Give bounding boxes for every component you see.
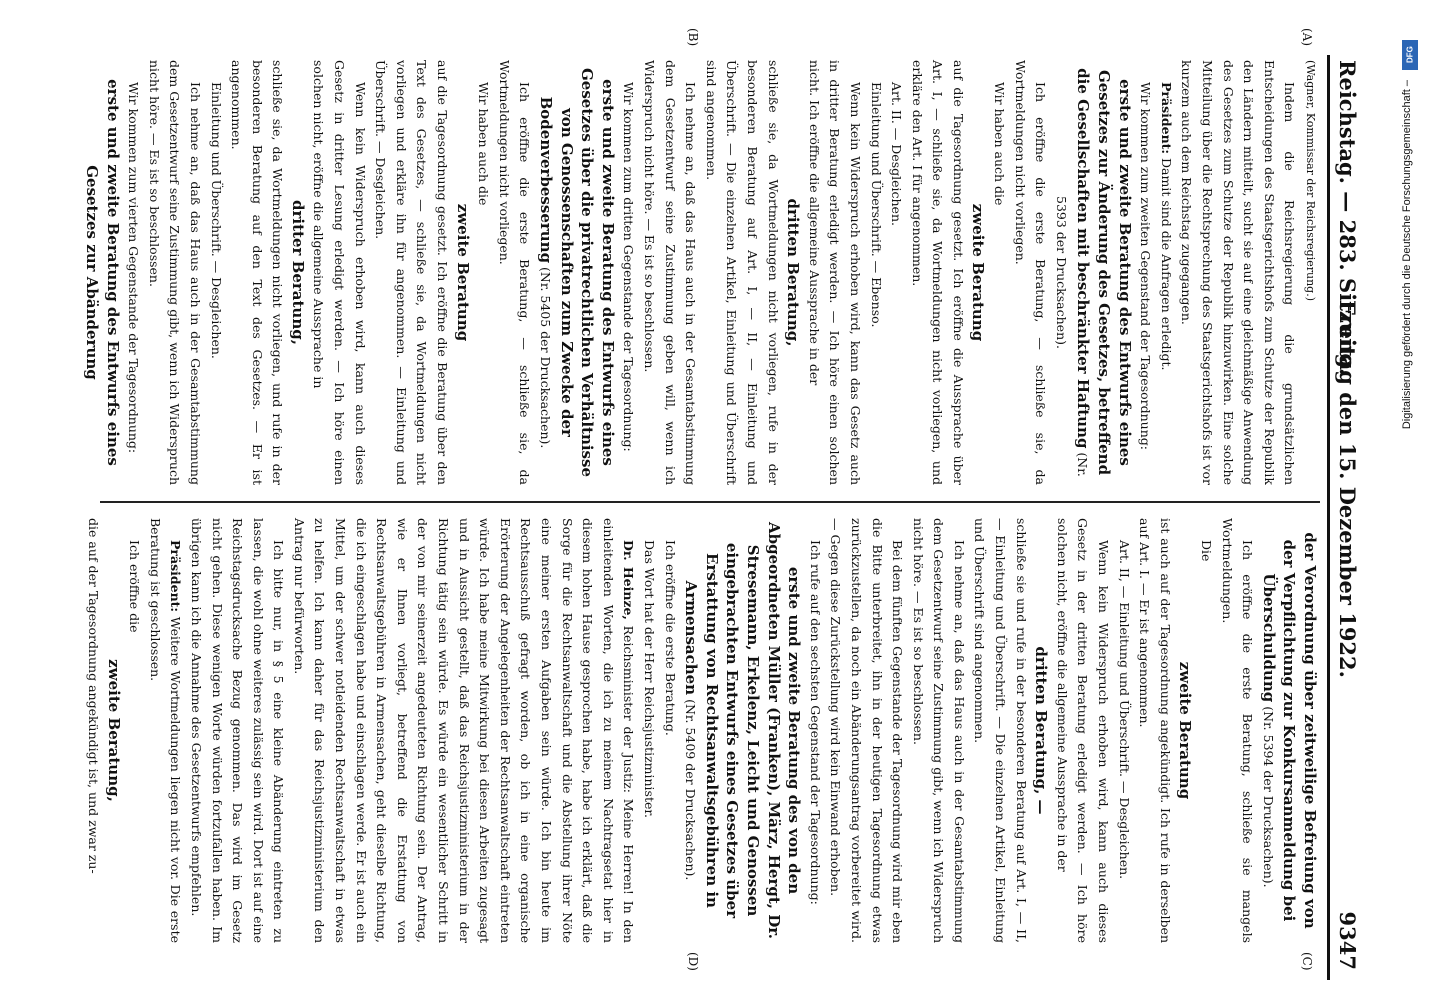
- paragraph: Wenn kein Widerspruch erhoben wird, kann auch dieses Gesetz in dritter Lesung erledigt werden. — Ich höre einen solchen nicht, eröffne die allgemeine Aussprache in: [311, 60, 368, 485]
- section-heading: dritten Beratung, —: [1032, 646, 1051, 815]
- agenda-heading: [1257, 518, 1320, 943]
- paragraph: Bei dem fünften Gegenstande der Tagesordnung wird mir eben die Bitte unterbreitet, ihn in der heutigen Tagesordnung etwas zurückzustellen, da noch ein Abänderungsantrag vorbereitet wird. — Gegen diese Zurückstellung wird kein Einwand erhoben.: [828, 518, 906, 943]
- speaker-name: Präsident:: [1158, 82, 1174, 155]
- credit-text: Digitalisierung gefördert durch die Deutsche Forschungsgemeinschaft –: [1401, 80, 1413, 430]
- paragraph: Wir kommen zum vierten Gegenstande der Tagesordnung:: [126, 82, 142, 454]
- paragraph: Indem die Reichsregierung die grundsätzlichen Entscheidungen des Staatsgerichtshofs zum Schutze der Republik den Ländern mitteilt, sucht sie auf eine gleichmäßige Anwendung des Gesetzes zum Schutze der Republik hinzuwirken. Eine solche Mitteilung über die Rechtsprechung des Staatsgerichtshofs ist vor kurzem auch dem Reichstag zugegangen.: [1179, 60, 1298, 485]
- paragraph: schließe sie, da Wortmeldungen nicht vorliegen, rufe in der besonderen Beratung auf Art. I, — II, — Einleitung und Überschrift. — Die einzelnen Artikel, Einleitung und Überschrift sind angenommen.: [703, 60, 781, 485]
- margin-marker-c: (C): [1300, 952, 1314, 971]
- paragraph: [144, 518, 185, 943]
- paragraph: Wenn kein Widerspruch erhoben wird, kann das Gesetz auch in dritter Beratung erledigt werden. — Ich höre einen solchen nicht. Ich eröffne die allgemeine Aussprache in der: [806, 60, 863, 485]
- paragraph: Ich eröffne die: [127, 540, 143, 633]
- agenda-heading-text: der Verordnung über zeitweilige Befreiung von der Verpflichtung zur Konkursanmeldung bei Überschuldung: [1259, 532, 1319, 929]
- paragraph: die auf der Tagesordnung angekündigt ist, und zwar zu-: [85, 518, 101, 874]
- agenda-heading: [680, 518, 805, 943]
- paragraph: Die: [1199, 540, 1215, 562]
- agenda-heading-text: erste und zweite Beratung des von den Abgeordneten Müller (Franken), März, Hergt, Dr. Stresemann, Erkelenz, Leicht und Genossen eingebrachten Entwurfs eines Gesetzes über Erstattung von Rechtsanwaltsgebühren in Armensachen: [682, 522, 804, 939]
- paragraph: Ich rufe auf den sechsten Gegenstand der Tagesordnung:: [807, 540, 823, 905]
- column-right: [85, 518, 1320, 943]
- paragraph: schließe sie, da Wortmeldungen nicht vorliegen, und rufe in der besonderen Beratung auf den Text des Gesetzes. — Er ist angenommen.: [229, 60, 286, 485]
- section-heading: zweite Beratung: [453, 203, 472, 342]
- agenda-heading: [1050, 60, 1134, 485]
- column-separator: [100, 501, 1320, 503]
- agenda-heading-tail: (Nr. 5405 der Drucksachen).: [538, 263, 554, 449]
- paragraph: [1155, 60, 1176, 485]
- speaker-note: (Wagner, Kommissar der Reichsregierung.): [1304, 60, 1317, 302]
- paragraph: Ich eröffne die erste Beratung, schließe sie mangels Wortmeldungen.: [1219, 518, 1256, 943]
- paragraph: Wir kommen zum dritten Gegenstande der Tagesordnung:: [621, 82, 637, 452]
- paragraph: Art. II, — Einleitung und Überschrift. — Desgleichen.: [1116, 540, 1132, 880]
- paragraph: Wir haben auch die: [992, 82, 1008, 206]
- margin-marker-d: (D): [686, 952, 700, 971]
- section-heading: dritter Beratung,: [288, 200, 307, 345]
- agenda-heading-text: erste und zweite Beratung des Entwurfs eines Gesetzes zur Änderung des Gesetzes, betreffend die Gesellschaften mit beschränkter Haftung: [1074, 68, 1134, 476]
- paragraph: [288, 518, 638, 943]
- digitization-credit: [1395, 40, 1425, 600]
- dfg-logo: DFG: [1402, 40, 1418, 70]
- paragraph: schließe sie und rufe in der besonderen Beratung auf Art. I, — II, — Einleitung und Überschrift. — Die einzelnen Artikel, Einleitung und Überschrift sind angenommen.: [972, 518, 1029, 943]
- paragraph: Ich nehme an, daß das Haus auch in der Gesamtabstimmung dem Gesetzentwurf seine Zustimmung gibt, wenn ich Widerspruch nicht höre. — Es ist so beschlossen.: [910, 518, 967, 943]
- page-header: [1320, 60, 1360, 970]
- paragraph: Das Wort hat der Herr Reichsjustizminister.: [642, 540, 657, 818]
- paragraph: Einleitung und Überschrift. — Ebenso.: [868, 82, 884, 328]
- speaker-name: Präsident:: [168, 540, 184, 613]
- paragraph: Ich eröffne die erste Beratung, — schließe sie, da Wortmeldungen nicht vorliegen.: [496, 60, 533, 485]
- section-heading: dritten Beratung,: [784, 198, 803, 347]
- paragraph-text: Damit sind die Anfragen erledigt.: [1158, 154, 1174, 371]
- paragraph: Wir kommen zum zweiten Gegenstand der Tagesordnung:: [1138, 82, 1154, 450]
- agenda-heading-tail: (Nr. 5394 der Drucksachen).: [1260, 702, 1276, 888]
- column-left: [82, 60, 1320, 485]
- header-left: Reichstag. — 283. Sitzung.: [1335, 60, 1360, 376]
- section-heading: zweite Beratung: [969, 203, 988, 342]
- agenda-heading-tail: (Nr. 5409 der Drucksachen).: [683, 695, 699, 881]
- agenda-heading-tail: (Nr. 5393 der Drucksachen).: [1053, 196, 1091, 477]
- paragraph: Art. II. — Desgleichen.: [889, 82, 905, 226]
- paragraph: Wir haben auch die: [476, 82, 492, 206]
- margin-marker-a: (A): [1300, 28, 1314, 47]
- paragraph: Ich nehme an, daß das Haus auch in der Gesamtabstimmung dem Gesetzentwurf seine Zustimmung gibt, wenn ich Widerspruch nicht höre. — Es ist so beschlossen.: [146, 60, 203, 485]
- paragraph-text: Weitere Wortmeldungen liegen nicht vor. Die erste Beratung ist geschlossen.: [147, 518, 184, 943]
- header-date: Freitag den 15. Dezember 1922.: [1335, 300, 1360, 678]
- paragraph: auf die Tagesordnung gesetzt. Ich eröffne die Beratung über den Text des Gesetzes, — schließe sie, da Wortmeldungen nicht vorliegen und erkläre ihn für angenommen. — Einleitung und Überschrift. — Desgleichen.: [373, 60, 451, 485]
- page-number: 9347: [1335, 911, 1360, 970]
- paragraph: Ich eröffne die erste Beratung.: [662, 540, 678, 736]
- paragraph: Ich eröffne die erste Beratung, — schließe sie, da Wortmeldungen nicht vorliegen.: [1012, 60, 1049, 485]
- agenda-heading: [534, 60, 617, 485]
- paragraph: ist auch auf der Tagesordnung angekündigt. Ich rufe in derselben auf Art. I. — Er ist angenommen.: [1137, 518, 1173, 943]
- margin-marker-b: (B): [686, 28, 700, 47]
- paragraph: Ich bitte nur, in § 5 eine kleine Abänderung eintreten zu lassen, die wohl ohne weiteres zulässig sein wird. Dort ist auf eine Reichstagsdrucksache Bezug genommen. Das wird im Gesetz nicht gehen. Diese wenigen Worte würden fortzufallen haben. Im übrigen kann ich die Annahme des Gesetzentwurfs empfehlen.: [188, 518, 287, 943]
- agenda-heading: erste und zweite Beratung des Entwurfs eines Gesetzes zur Abänderung: [82, 79, 122, 466]
- paragraph: Ich nehme an, daß das Haus auch in der Gesamtabstimmung dem Gesetzentwurf seine Zustimmung geben will, wenn ich Widerspruch nicht höre. — Es ist so beschlossen.: [642, 60, 699, 485]
- section-heading: zweite Beratung,: [104, 659, 123, 802]
- paragraph: Wenn kein Widerspruch erhoben wird, kann auch dieses Gesetz in der dritten Beratung erledigt werden. — Ich höre solchen nicht, eröffne die allgemeine Aussprache in der: [1054, 518, 1112, 943]
- header-rule: [1327, 55, 1330, 980]
- speaker-name: Dr. Heinze,: [621, 540, 637, 620]
- agenda-heading-text: erste und zweite Beratung des Entwurfs eines Gesetzes über die privatrechtlichen Verhältnisse von Genossenschaften zum Zwecke der Bodenverbesserung: [537, 68, 617, 477]
- paragraph: Einleitung und Überschrift. — Desgleichen.: [208, 82, 224, 359]
- section-heading: zweite Beratung: [1176, 661, 1195, 800]
- paragraph: auf die Tagesordnung gesetzt. Ich eröffne die Aussprache über Art. I, — schließe sie, da Wortmeldungen nicht vorliegen, und erkläre den Art. I für angenommen.: [909, 60, 966, 485]
- paragraph-text: Reichsminister der Justiz: Meine Herren! In den einleitenden Worten, die ich zu meinem Nachtragsetat hier in diesem hohen Hause gesprochen habe, habe ich erklärt, daß die Sorge für die Rechtsanwaltschaft und die Abstellung ihrer Nöte eine meiner ersten Aufgaben sein würde. Ich bin heute im Rechtsausschuß gefragt worden, ob ich in eine organische Erörterung der Angelegenheiten der Rechtsanwaltschaft eintreten würde. Ich habe meine Mitwirkung bei diesen Arbeiten zugesagt und in Aussicht gestellt, daß das Reichsjustizministerium in der Richtung tätig sein würde. Es würde ein wesentlicher Schritt in der von mir seinerzeit angedeuteten Richtung sein. Der Antrag, wie er Ihnen vorliegt, betreffend die Erstattung von Rechtsanwaltsgebühren in Armensachen, geht dieselbe Richtung, die ich eingeschlagen habe und einschlagen werde. Er ist auch ein Mittel, um der schwer notleidenden Rechtsanwaltschaft in etwas zu helfen. Ich kann daher für das Reichsjustizministerium den Antrag nur befürworten.: [291, 518, 637, 943]
